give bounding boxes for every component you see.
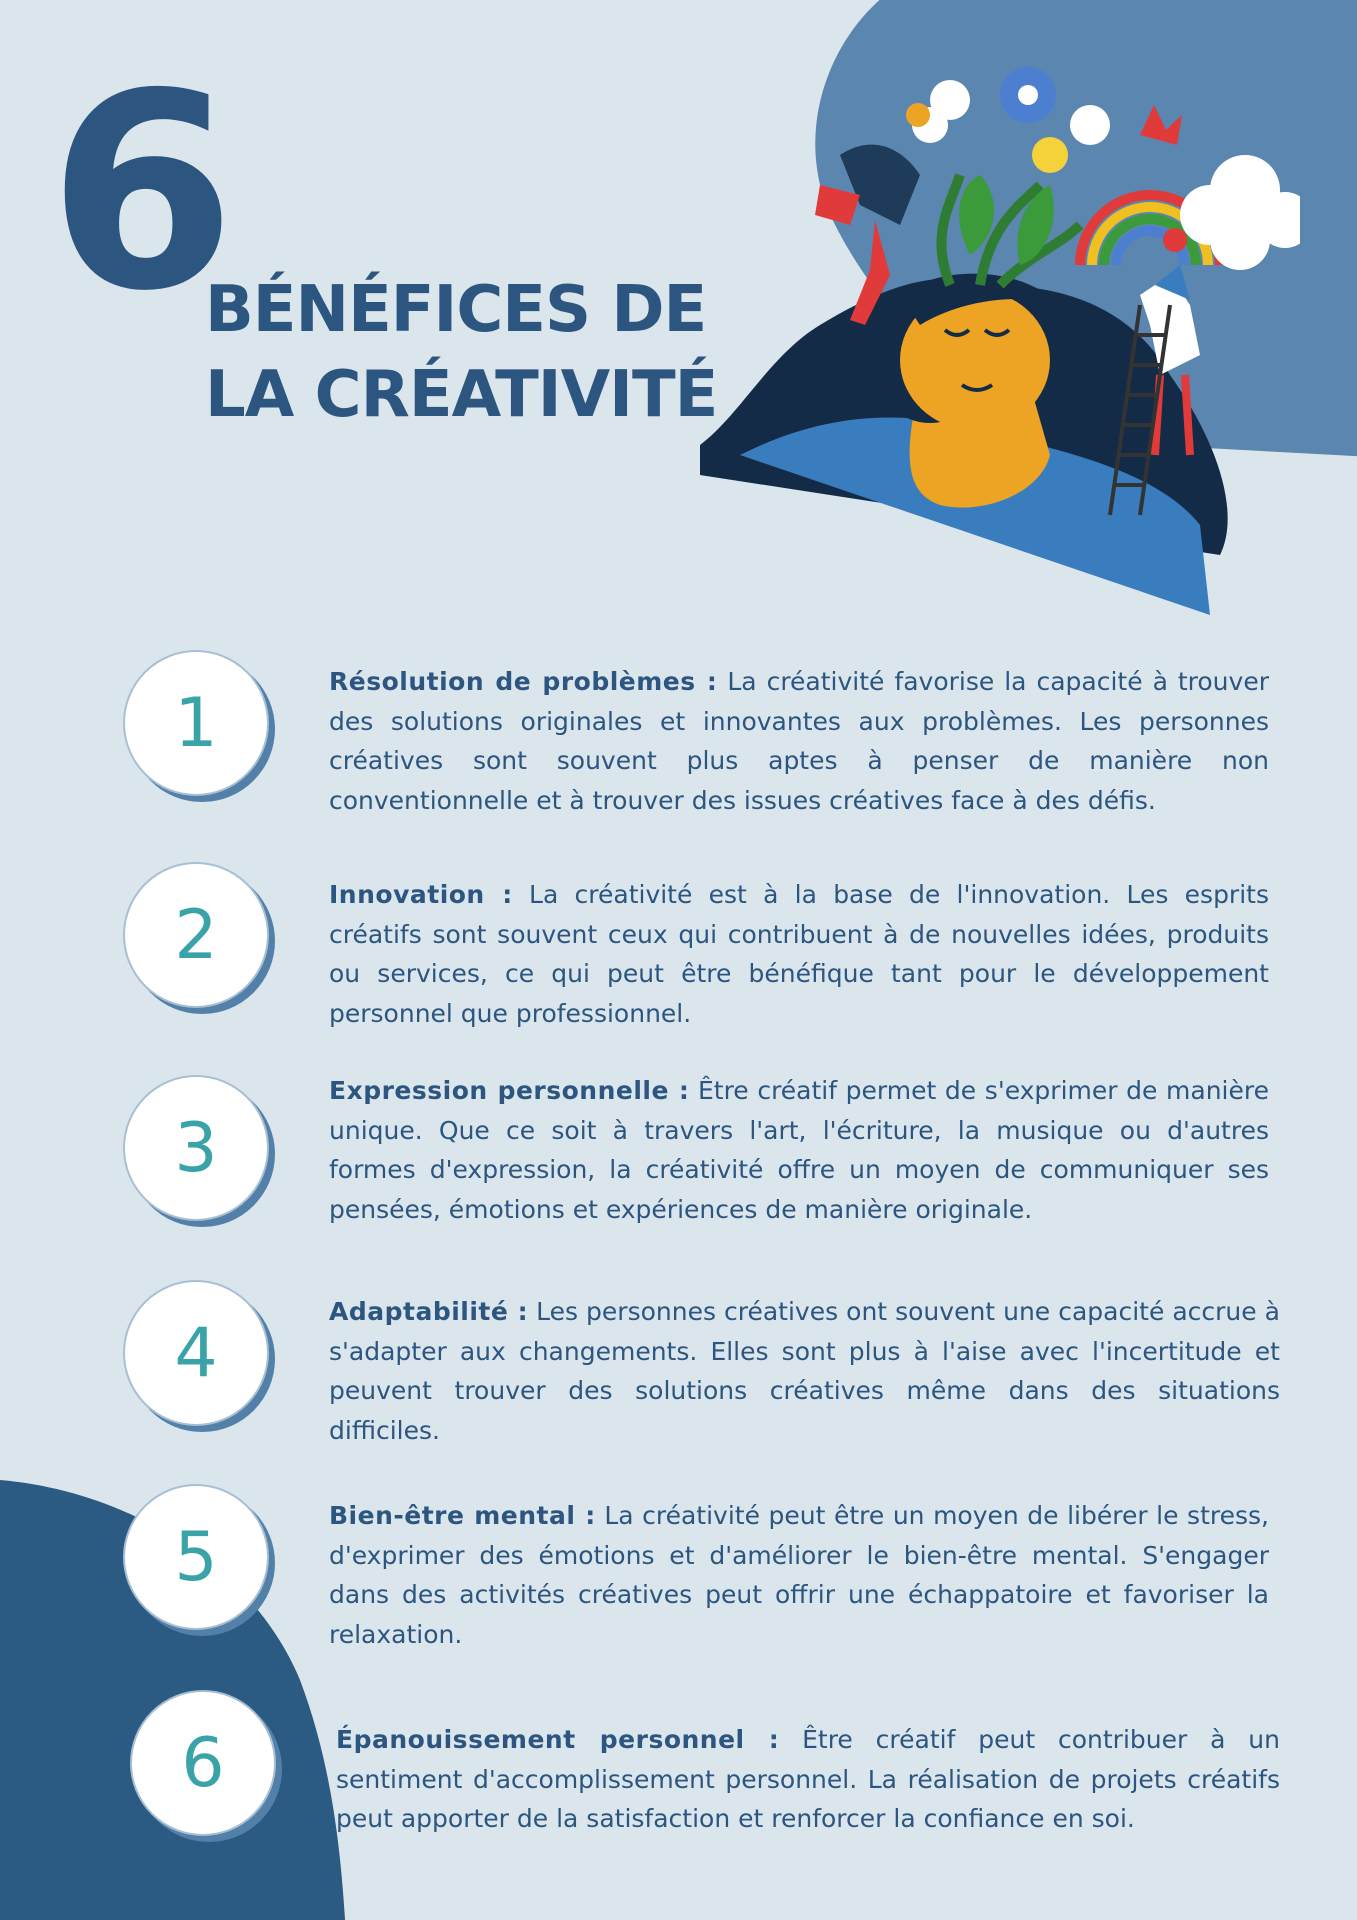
benefit-title: Résolution de problèmes : — [329, 667, 718, 696]
benefit-text: Les personnes créatives ont souvent une capacité accrue à s'adapter aux changements. Elles sont plus à l'aise avec l'incertitude et peuvent trouver des solutions créatives même dans des situations difficiles. — [329, 1297, 1280, 1445]
benefit-item — [329, 1496, 1269, 1654]
benefit-number-circle: 1 — [123, 650, 269, 796]
benefit-title: Expression personnelle : — [329, 1076, 690, 1105]
benefit-item — [336, 1720, 1280, 1839]
benefit-title: Adaptabilité : — [329, 1297, 529, 1326]
benefit-text: La créativité favorise la capacité à trouver des solutions originales et innovantes aux problèmes. Les personnes créatives sont souvent plus aptes à penser de manière non conventionnelle et à trouver des issues créatives face à des défis. — [329, 667, 1269, 815]
benefit-item — [329, 662, 1269, 820]
benefit-item — [329, 1071, 1269, 1229]
benefit-text: La créativité est à la base de l'innovation. Les esprits créatifs sont souvent ceux qui contribuent à de nouvelles idées, produits ou services, ce qui peut être bénéfique tant pour le développement personnel que professionnel. — [329, 880, 1269, 1028]
benefit-title: Bien-être mental : — [329, 1501, 596, 1530]
benefit-text: La créativité peut être un moyen de libérer le stress, d'exprimer des émotions et d'améliorer le bien-être mental. S'engager dans des activités créatives peut offrir une échappatoire et favoriser la relaxation. — [329, 1501, 1269, 1649]
benefit-item — [329, 875, 1269, 1033]
benefit-number-circle: 2 — [123, 862, 269, 1008]
benefit-title: Innovation : — [329, 880, 513, 909]
benefit-item — [329, 1292, 1280, 1450]
creative-head-illustration — [700, 55, 1300, 615]
title-line-2: LA CRÉATIVITÉ — [205, 358, 718, 432]
benefit-text: Être créatif permet de s'exprimer de manière unique. Que ce soit à travers l'art, l'écriture, la musique ou d'autres formes d'expression, la créativité offre un moyen de communiquer ses pensées, émotions et expériences de manière originale. — [329, 1076, 1269, 1224]
page-title — [205, 268, 717, 438]
benefit-title: Épanouissement personnel : — [336, 1725, 780, 1754]
benefit-text: Être créatif peut contribuer à un sentiment d'accomplissement personnel. La réalisation de projets créatifs peut apporter de la satisfaction et renforcer la confiance en soi. — [336, 1725, 1280, 1833]
benefit-number-circle: 6 — [130, 1690, 276, 1836]
benefit-number-circle: 4 — [123, 1280, 269, 1426]
title-line-1: BÉNÉFICES DE — [205, 273, 707, 347]
benefit-number-circle: 5 — [123, 1484, 269, 1630]
header-number: 6 — [48, 35, 226, 350]
benefit-number-circle: 3 — [123, 1075, 269, 1221]
